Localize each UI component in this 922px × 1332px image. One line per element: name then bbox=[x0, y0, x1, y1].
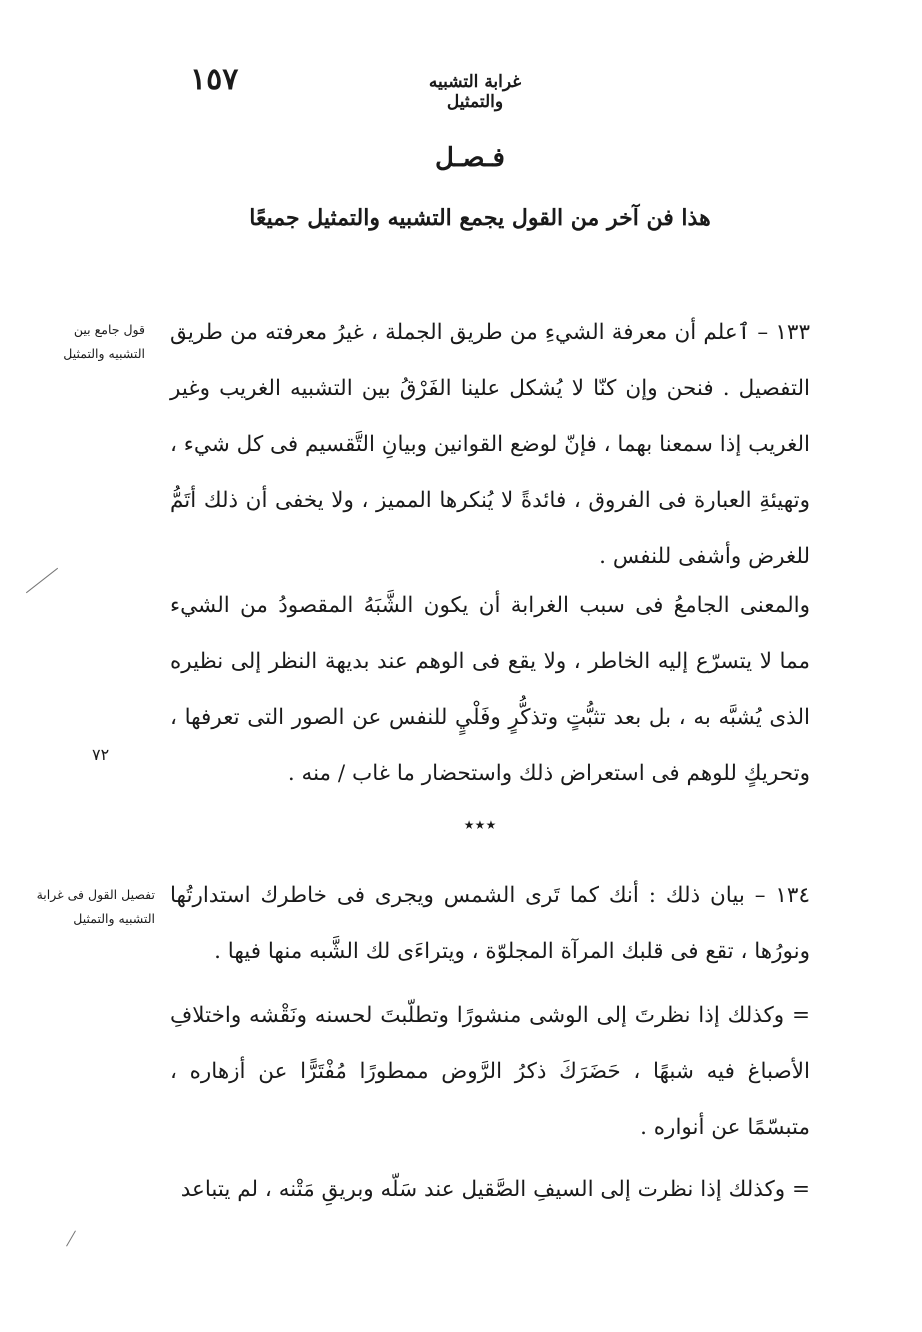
section-subtitle: هذا فن آخر من القول يجمع التشبيه والتمثيل جميعًا bbox=[249, 205, 711, 231]
margin-note-133: قول جامع بين التشبيه والتمثيل bbox=[63, 322, 145, 361]
running-header: غرابة التشبيه والتمثيل bbox=[428, 72, 522, 112]
paragraph-meaning: والمعنى الجامعُ فى سبب الغرابة أن يكون الشَّبَهُ المقصودُ من الشيء مما لا يتسرّع إليه الخاطر ، ولا يقع فى الوهم عند بديهة النظر إلى نظيره الذى يُشبَّه به ، بل بعد تثبُّتٍ وتذكُّرٍ وفَلْيٍ للنفس عن الصور التى تعرفها ، وتحريكٍ للوهم فى استعراض ذلك واستحضار ما غاب / منه . bbox=[170, 593, 810, 786]
paragraph-embroidery: = وكذلك إذا نظرتَ إلى الوشى منشورًا وتطلّبتَ لحسنه ونَقْشه واختلافِ الأصباغ فيه شبهًا ، حَضَرَكَ ذكرُ الرَّوض ممطورًا مُفْتَرًّا عن أزهاره ، متبسّمًا عن أنواره . bbox=[170, 1003, 810, 1140]
page-number: ١٥٧ bbox=[190, 62, 239, 97]
paragraph-sword: = وكذلك إذا نظرت إلى السيفِ الصَّقيل عند سَلّه وبريقِ مَتْنه ، لم يتباعد bbox=[180, 1177, 810, 1202]
margin-note-134: تفصيل القول فى غرابة التشبيه والتمثيل bbox=[36, 887, 155, 926]
paragraph-133: ١٣٣ – ٱعلم أن معرفة الشيءِ من طريق الجملة ، غيرُ معرفته من طريق التفصيل . فنحن وإن كنّا لا يُشكل علينا الفَرْقُ بين التشبيه الغريب وغير الغريب إذا سمعنا بهما ، فإنّ لوضع القوانين وبيانِ التَّقسيم فى كل شيء ، وتهيئةِ العبارة فى الفروق ، فائدةً لا يُنكرها المميز ، ولا يخفى أن ذلك أتَمُّ للغرض وأشفى للنفس . bbox=[170, 320, 810, 569]
scan-mark bbox=[26, 568, 58, 593]
section-divider: ٭٭٭ bbox=[463, 812, 497, 836]
paragraph-134: ١٣٤ – بيان ذلك : أنك كما تَرى الشمس ويجرى فى خاطرك استدارتُها ونورُها ، تقع فى قلبك المرآة المجلوّة ، ويتراءَى لك الشَّبه منها فيها . bbox=[170, 883, 810, 964]
section-title: فـصـل bbox=[435, 143, 505, 173]
margin-page-reference: ٧٢ bbox=[92, 745, 110, 764]
scan-mark bbox=[66, 1230, 76, 1246]
